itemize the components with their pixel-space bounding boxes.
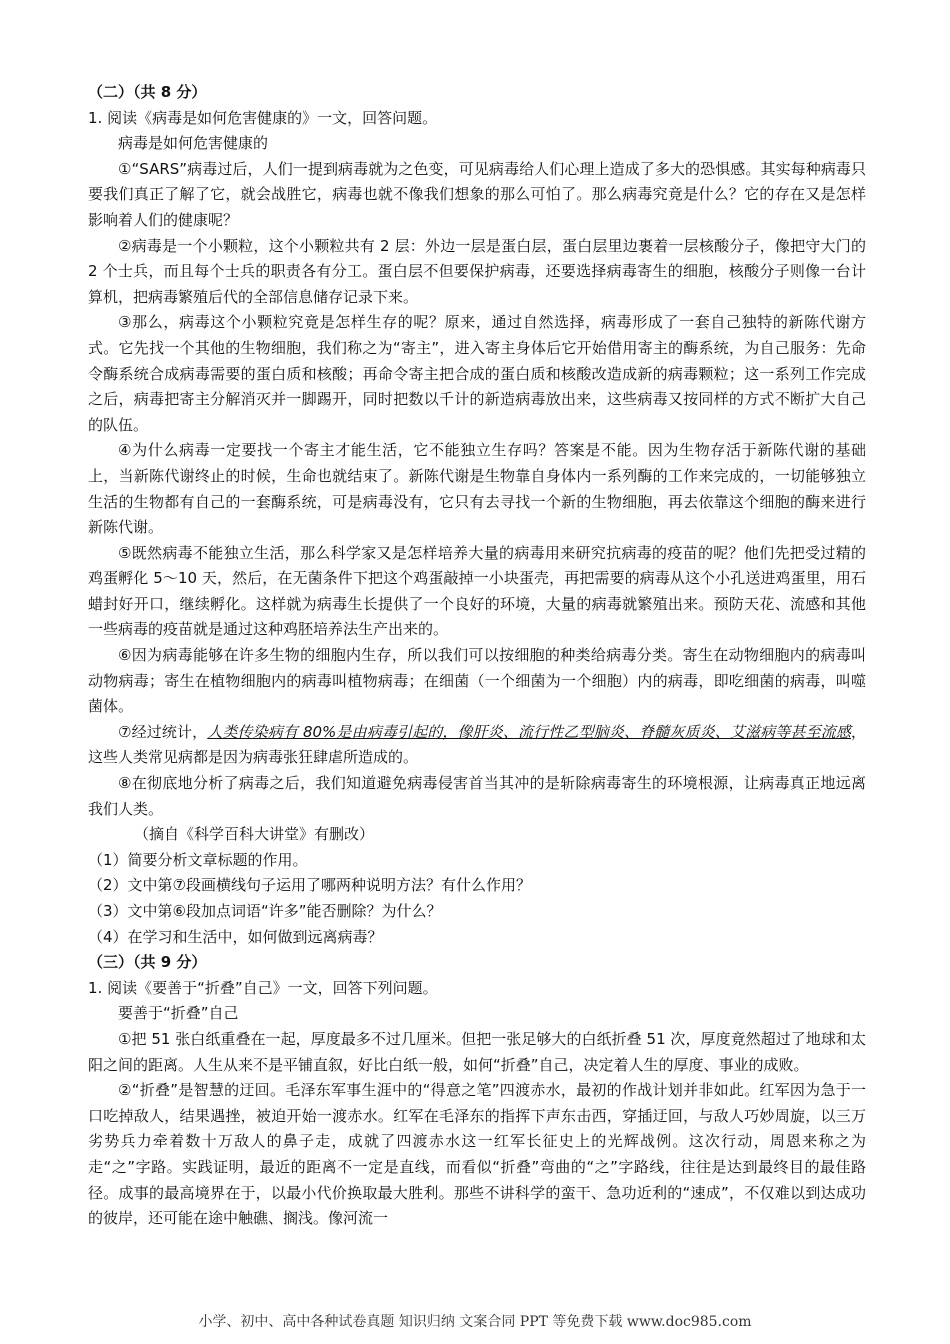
question-item: （4）在学习和生活中，如何做到远离病毒？ [88,927,383,946]
article-1-paragraph-6: ⑥因为病毒能够在许多生物的细胞内生存，所以我们可以按细胞的种类给病毒分类。寄生在动物细胞内的病毒叫动物病毒；寄生在植物细胞内的病毒叫植物病毒；在细菌（一个细菌为一个细胞）内的病毒，即吃细菌的病毒，叫噬菌体。 [88,646,866,716]
article-1-paragraph-8: ⑧在彻底地分析了病毒之后，我们知道避免病毒侵害首当其冲的是斩除病毒寄生的环境根源，让病毒真正地远离我们人类。 [88,774,866,818]
article-1-title: 病毒是如何危害健康的 [118,134,269,153]
question-item: （1）简要分析文章标题的作用。 [88,850,308,869]
article-2-paragraph-1: ①把 51 张白纸重叠在一起，厚度最多不过几厘米。但把一张足够大的白纸折叠 51 次，厚度竟然超过了地球和太阳之间的距离。人生从来不是平铺直叙，好比白纸一般，如何“折叠”自己，决定着人生的厚度、事业的成败。 [88,1029,866,1074]
question-item: （3）文中第⑥段加点词语“许多”能否删除？为什么？ [88,902,442,920]
article-1-paragraph-5: ⑤既然病毒不能独立生活，那么科学家又是怎样培养大量的病毒用来研究抗病毒的疫苗的呢？他们先把受过精的鸡蛋孵化 5～10 天，然后，在无菌条件下把这个鸡蛋敲掉一小块蛋壳，再把需要的病毒从这个小孔送进鸡蛋里，用石蜡封好开口，继续孵化。这样就为病毒生长提供了一个良好的环境，大量的病毒就繁殖出来。预防天花、流感和其他一些病毒的疫苗就是通过这种鸡胚培养法生产出来的。 [88,543,866,639]
article-1-paragraph-4: ④为什么病毒一定要找一个寄主才能生活，它不能独立生存吗？答案是不能。因为生物存活于新陈代谢的基础上，当新陈代谢终止的时候，生命也就结束了。新陈代谢是生物靠自身体内一系列酶的工作来完成的，一切能够独立生活的生物都有自己的一套酶系统，可是病毒没有，它只有去寻找一个新的生物细胞，再去依靠这个细胞的酶来进行新陈代谢。 [88,441,866,537]
article-2-paragraph-2: ②“折叠”是智慧的迂回。毛泽东军事生涯中的“得意之笔”四渡赤水，最初的作战计划并非如此。红军因为急于一口吃掉敌人，结果遇挫，被迫开始一渡赤水。红军在毛泽东的指挥下声东击西，穿插迂回，与敌人巧妙周旋，以三万劣势兵力牵着数十万敌人的鼻子走，成就了四渡赤水这一红军长征史上的光辉战例。这次行动，周恩来称之为走“之”字路。实践证明，最近的距离不一定是直线，而看似“折叠”弯曲的“之”字路线，往往是达到最终目的最佳路径。成事的最高境界在于，以最小代价换取最大胜利。那些不讲科学的蛮干、急功近利的“速成”，不仅难以到达成功的彼岸，还可能在途中触礁、搁浅。像河流一 [88,1081,866,1228]
page-footer: 小学、初中、高中各种试卷真题 知识归纳 文案合同 PPT 等免费下载 www.doc985.com [198,1314,752,1330]
question-2-intro: 1. 阅读《要善于“折叠”自己》一文，回答下列问题。 [88,978,438,997]
section-3-heading: （三）（共 9 分） [88,953,207,972]
article-1-paragraph-2: ②病毒是一个小颗粒，这个小颗粒共有 2 层：外边一层是蛋白层，蛋白层里边裹着一层核酸分子，像把守大门的 2 个士兵，而且每个士兵的职责各有分工。蛋白层不但要保护病毒，还要选择病毒寄生的细胞，核酸分子则像一台计算机，把病毒繁殖后代的全部信息储存记录下来。 [88,236,866,306]
article-1-paragraph-3: ③那么，病毒这个小颗粒究竟是怎样生存的呢？原来，通过自然选择，病毒形成了一套自己独特的新陈代谢方式。它先找一个其他的生物细胞，我们称之为“寄主”，进入寄主身体后它开始借用寄主的酶系统，为自己服务：先命令酶系统合成病毒需要的蛋白质和核酸；再命令寄主把合成的蛋白质和核酸改造成新的病毒颗粒；这一系列工作完成之后，病毒把寄主分解消灭并一脚踢开，同时把数以千计的新造病毒放出来，这些病毒又按同样的方式不断扩大自己的队伍。 [88,313,866,434]
paragraph-7-prefix: ⑦经过统计， [118,722,208,741]
question-item: （2）文中第⑦段画横线句子运用了哪两种说明方法？有什么作用？ [88,876,531,895]
article-2-title: 要善于“折叠”自己 [118,1004,239,1023]
article-1-paragraph-7 [88,720,866,771]
paragraph-7-suffix: ，这些人类常见病都是因为病毒张狂肆虐所造成的。 [88,722,866,767]
underlined-sentence: 人类传染病有 80%是由病毒引起的，像肝炎、流行性乙型脑炎、脊髓灰质炎、艾滋病等甚至流感 [207,722,851,741]
question-1-intro: 1. 阅读《病毒是如何危害健康的》一文，回答问题。 [88,108,438,127]
section-2-heading: （二）（共 8 分） [88,83,207,101]
article-1-paragraph-1: ①“SARS”病毒过后，人们一提到病毒就为之色变，可见病毒给人们心理上造成了多大的恐惧感。其实每种病毒只要我们真正了解了它，就会战胜它，病毒也就不像我们想象的那么可怕了。那么病毒究竟是什么？它的存在又是怎样影响着人们的健康呢？ [88,159,866,229]
article-1-source: （摘自《科学百科大讲堂》有删改） [134,825,375,844]
document-page [88,80,866,1232]
